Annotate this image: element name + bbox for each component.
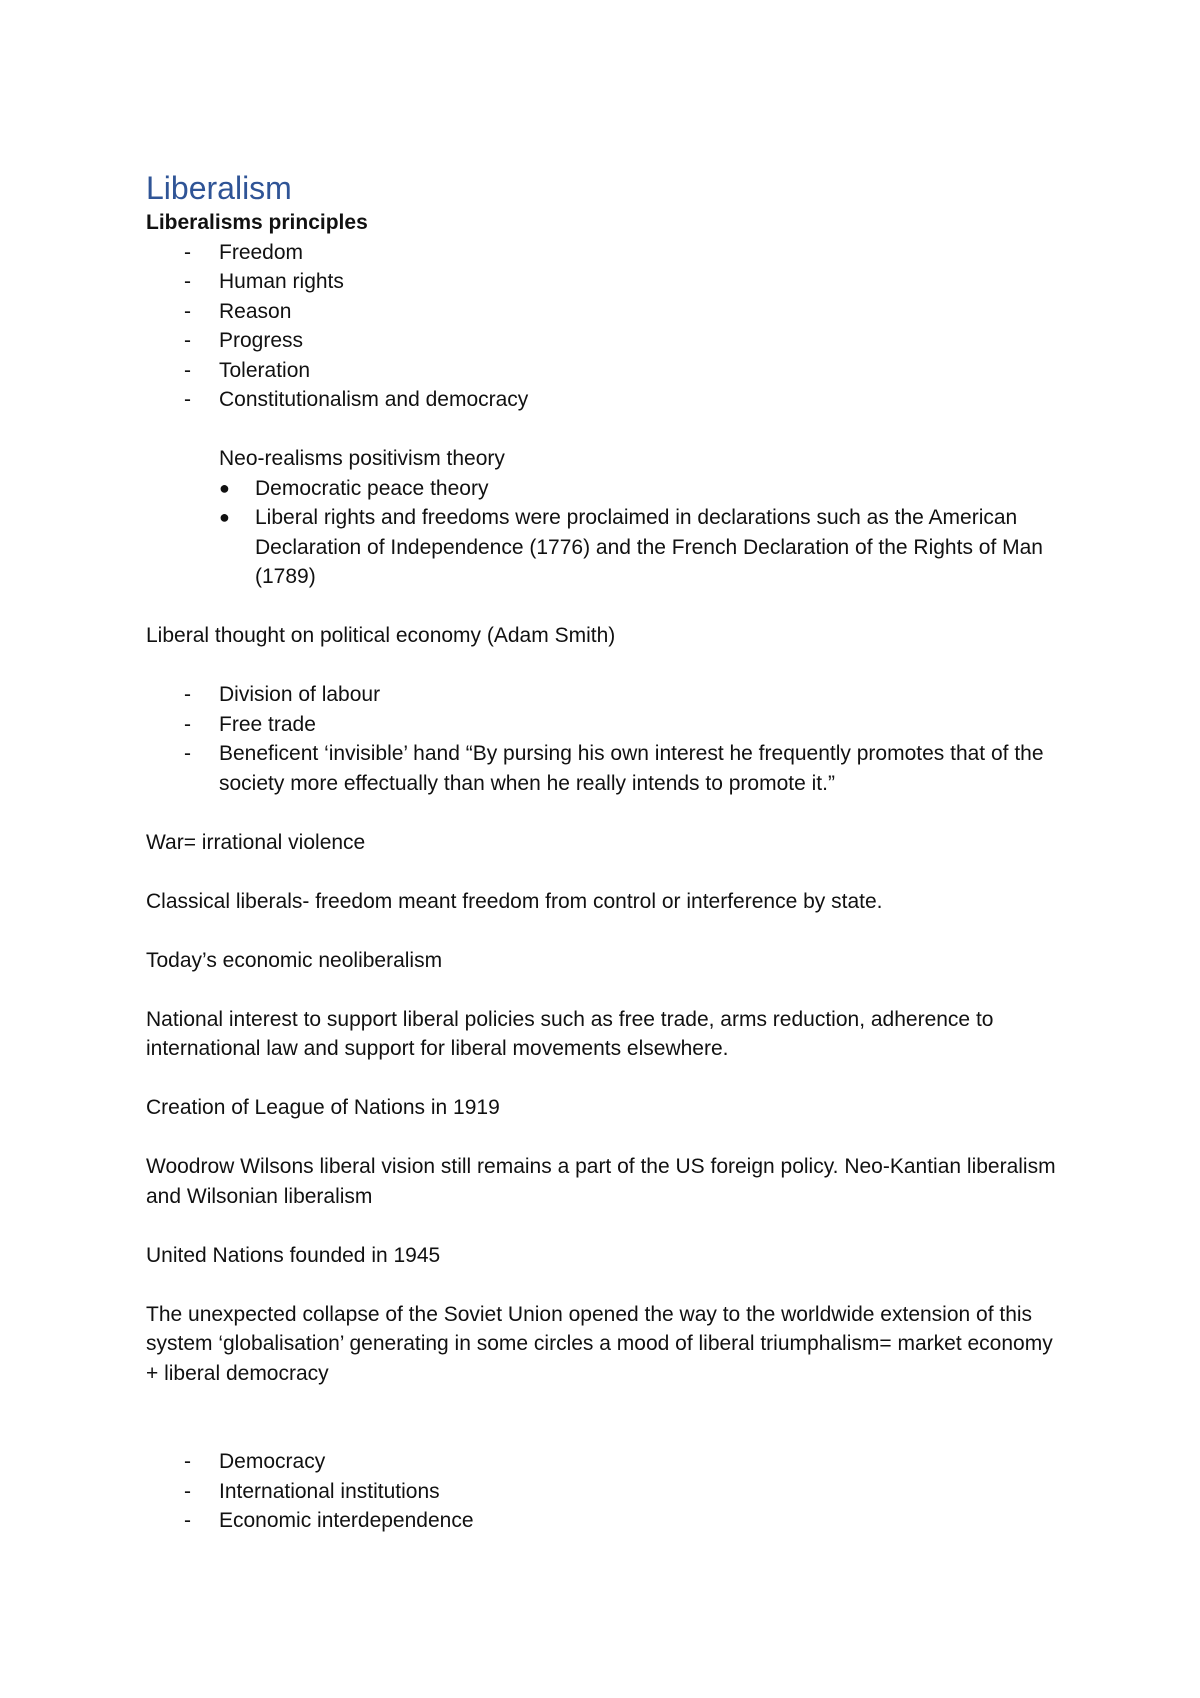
spacer — [146, 975, 1066, 1005]
list-item: - Free trade — [146, 710, 1066, 740]
dash-marker: - — [184, 240, 191, 264]
spacer — [146, 1418, 1066, 1448]
paragraph: Woodrow Wilsons liberal vision still remains a part of the US foreign policy. Neo-Kantian liberalism and Wilsonian liberalism — [146, 1155, 1056, 1208]
list-item: - Reason — [146, 297, 1066, 327]
neo-realism-list — [146, 474, 1066, 592]
dash-marker: - — [184, 299, 191, 323]
spacer — [146, 1064, 1066, 1094]
spacer — [146, 916, 1066, 946]
political-economy-list — [146, 680, 1066, 798]
spacer — [146, 592, 1066, 622]
list-item: - Progress — [146, 326, 1066, 356]
political-economy-heading: Liberal thought on political economy (Adam Smith) — [146, 624, 616, 647]
spacer — [146, 1270, 1066, 1300]
list-item: - Democracy — [146, 1447, 1066, 1477]
paragraph: Creation of League of Nations in 1919 — [146, 1096, 500, 1119]
list-item: - Toleration — [146, 356, 1066, 386]
dash-marker: - — [184, 388, 191, 411]
bullet-marker: ● — [219, 507, 230, 527]
principles-heading: Liberalisms principles — [146, 211, 368, 234]
paragraph: Today’s economic neoliberalism — [146, 948, 443, 972]
list-item: - Beneficent ‘invisible’ hand “By pursing his own interest he frequently promotes that of the society more effectually than when he really intends to promote it.” — [146, 739, 1066, 798]
dash-marker: - — [184, 1479, 191, 1503]
final-list — [146, 1447, 1066, 1536]
spacer — [146, 415, 1066, 445]
list-item: - Constitutionalism and democracy — [146, 385, 1066, 415]
paragraph: United Nations founded in 1945 — [146, 1243, 441, 1267]
principles-list — [146, 238, 1066, 415]
spacer — [146, 1211, 1066, 1241]
list-item: - Human rights — [146, 267, 1066, 297]
paragraph: War= irrational violence — [146, 830, 366, 854]
paragraph: The unexpected collapse of the Soviet Union opened the way to the worldwide extension of this system ‘globalisation’ generating in some circles a mood of liberal triumphalism= market economy + liberal democracy — [146, 1302, 1053, 1385]
dash-marker: - — [184, 712, 191, 736]
list-item: - Economic interdependence — [146, 1506, 1066, 1536]
paragraph: National interest to support liberal policies such as free trade, arms reduction, adherence to international law and support for liberal movements elsewhere. — [146, 1007, 994, 1060]
page-title: Liberalism — [146, 170, 292, 206]
list-item: - Freedom — [146, 238, 1066, 268]
dash-marker: - — [184, 1509, 191, 1532]
spacer — [146, 1388, 1066, 1418]
dash-marker: - — [184, 270, 191, 293]
list-item: ● Democratic peace theory — [146, 474, 1066, 504]
list-item: - Division of labour — [146, 680, 1066, 710]
dash-marker: - — [184, 742, 191, 765]
spacer — [146, 798, 1066, 828]
dash-marker: - — [184, 683, 191, 706]
paragraph: Classical liberals- freedom meant freedom from control or interference by state. — [146, 889, 883, 913]
spacer — [146, 1123, 1066, 1153]
list-item: ● Liberal rights and freedoms were proclaimed in declarations such as the American Declaration of Independence (1776) and the French Declaration of the Rights of Man (1789) — [146, 503, 1066, 592]
dash-marker: - — [184, 329, 191, 352]
spacer — [146, 857, 1066, 887]
document-page — [146, 168, 1066, 1536]
spacer — [146, 651, 1066, 681]
neo-realism-heading: Neo-realisms positivism theory — [219, 447, 505, 470]
list-item: - International institutions — [146, 1477, 1066, 1507]
bullet-marker: ● — [219, 477, 230, 498]
dash-marker: - — [184, 1450, 191, 1473]
dash-marker: - — [184, 358, 191, 382]
